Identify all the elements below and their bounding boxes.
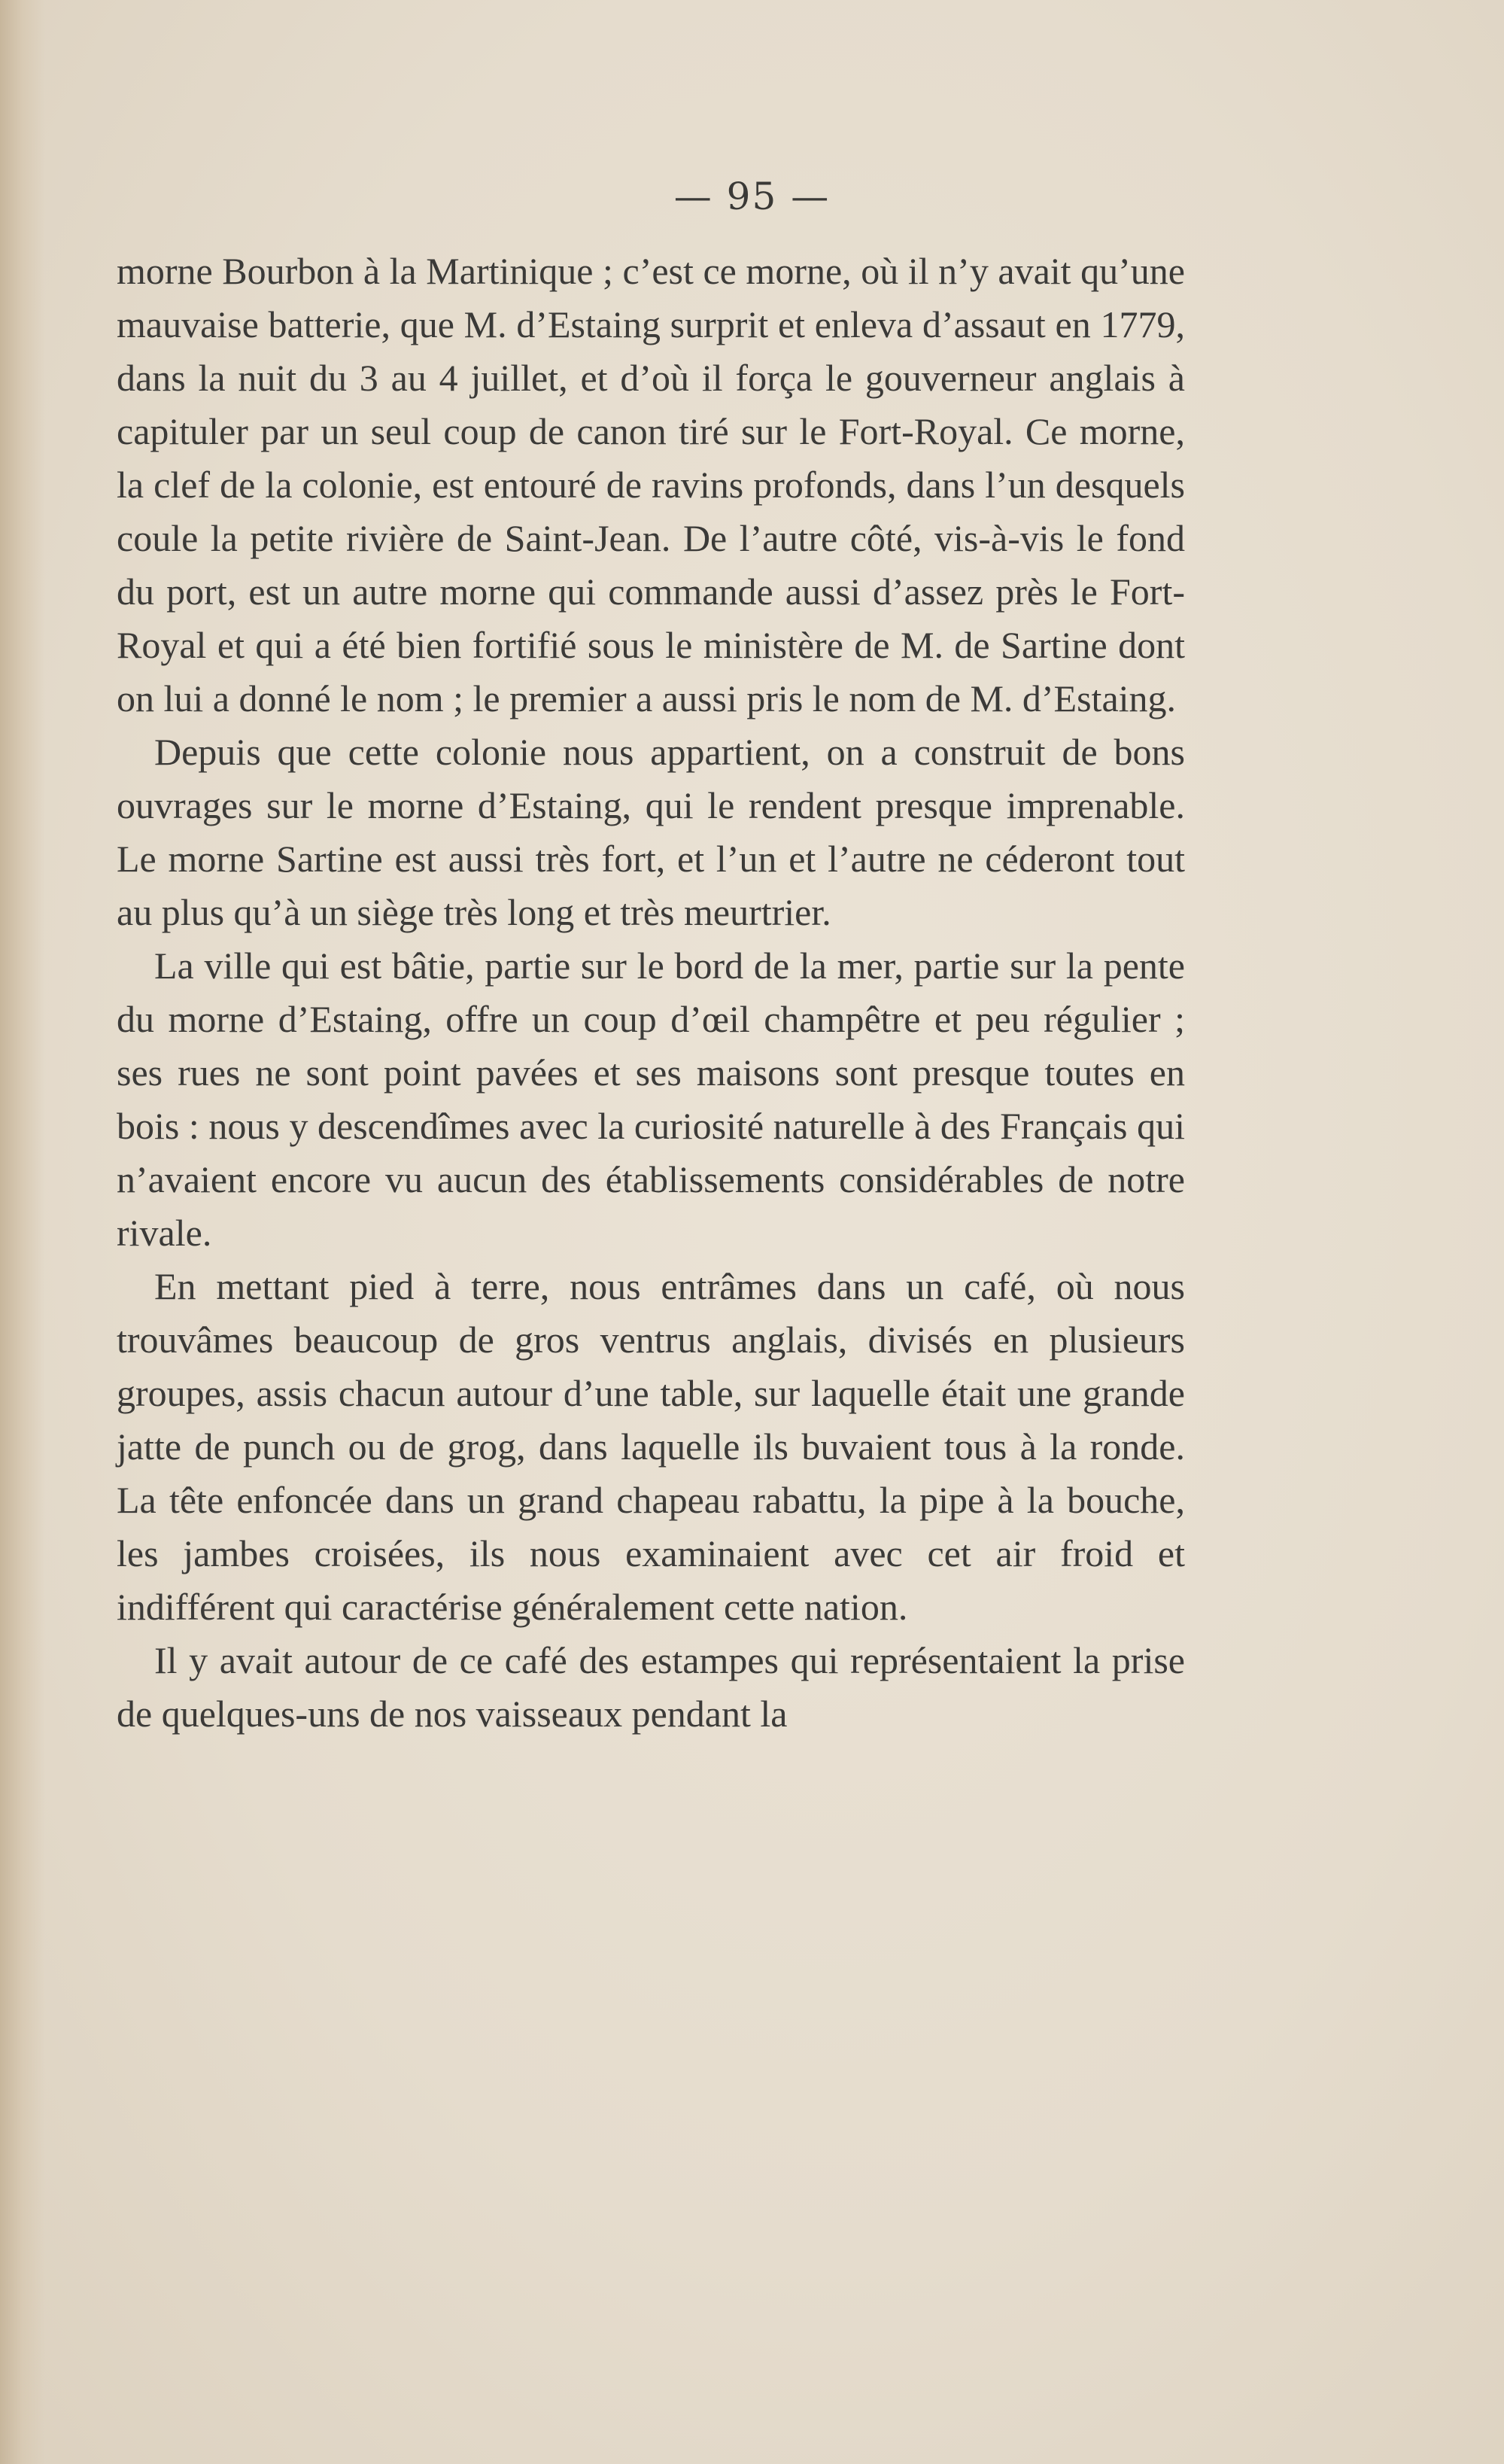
paragraph-1: morne Bourbon à la Martinique ; c’est ce morne, où il n’y avait qu’une mauvaise batterie, que M. d’Estaing surprit et enleva d’assaut en 1779, dans la nuit du 3 au 4 juillet, et d’où il força le gouverneur anglais à capituler par un seul coup de canon tiré sur le Fort-Royal. Ce morne, la clef de la colonie, est entouré de ravins profonds, dans l’un desquels coule la petite rivière de Saint-Jean. De l’autre côté, vis-à-vis le fond du port, est un autre morne qui commande aussi d’assez près le Fort-Royal et qui a été bien fortifié sous le ministère de M. de Sartine dont on lui a donné le nom ; le premier a aussi pris le nom de M. d’Estaing. (117, 250, 1185, 719)
paragraph-3: La ville qui est bâtie, partie sur le bord de la mer, partie sur la pente du morne d’Estaing, offre un coup d’œil champêtre et peu régulier ; ses rues ne sont point pavées et ses maisons sont presque toutes en bois : nous y descendîmes avec la curiosité naturelle à des Français qui n’avaient encore vu aucun des établissements considérables de notre rivale. (117, 945, 1185, 1254)
page-body (117, 245, 1185, 1741)
page-gutter-shadow (0, 0, 45, 2464)
page-number: — 95 — (673, 175, 831, 218)
paragraph-5: Il y avait autour de ce café des estampes qui représentaient la prise de quelques-uns de nos vaisseaux pendant la (117, 1639, 1185, 1735)
paragraph-2: Depuis que cette colonie nous appartient, on a construit de bons ouvrages sur le morne d’Estaing, qui le rendent presque imprenable. Le morne Sartine est aussi très fort, et l’un et l’autre ne céderont tout au plus qu’à un siège très long et très meurtrier. (117, 731, 1185, 933)
paragraph-4: En mettant pied à terre, nous entrâmes dans un café, où nous trouvâmes beaucoup de gros ventrus anglais, divisés en plusieurs groupes, assis chacun autour d’une table, sur laquelle était une grande jatte de punch ou de grog, dans laquelle ils buvaient tous à la ronde. La tête enfoncée dans un grand chapeau rabattu, la pipe à la bouche, les jambes croisées, ils nous examinaient avec cet air froid et indifférent qui caractérise généralement cette nation. (117, 1265, 1185, 1628)
